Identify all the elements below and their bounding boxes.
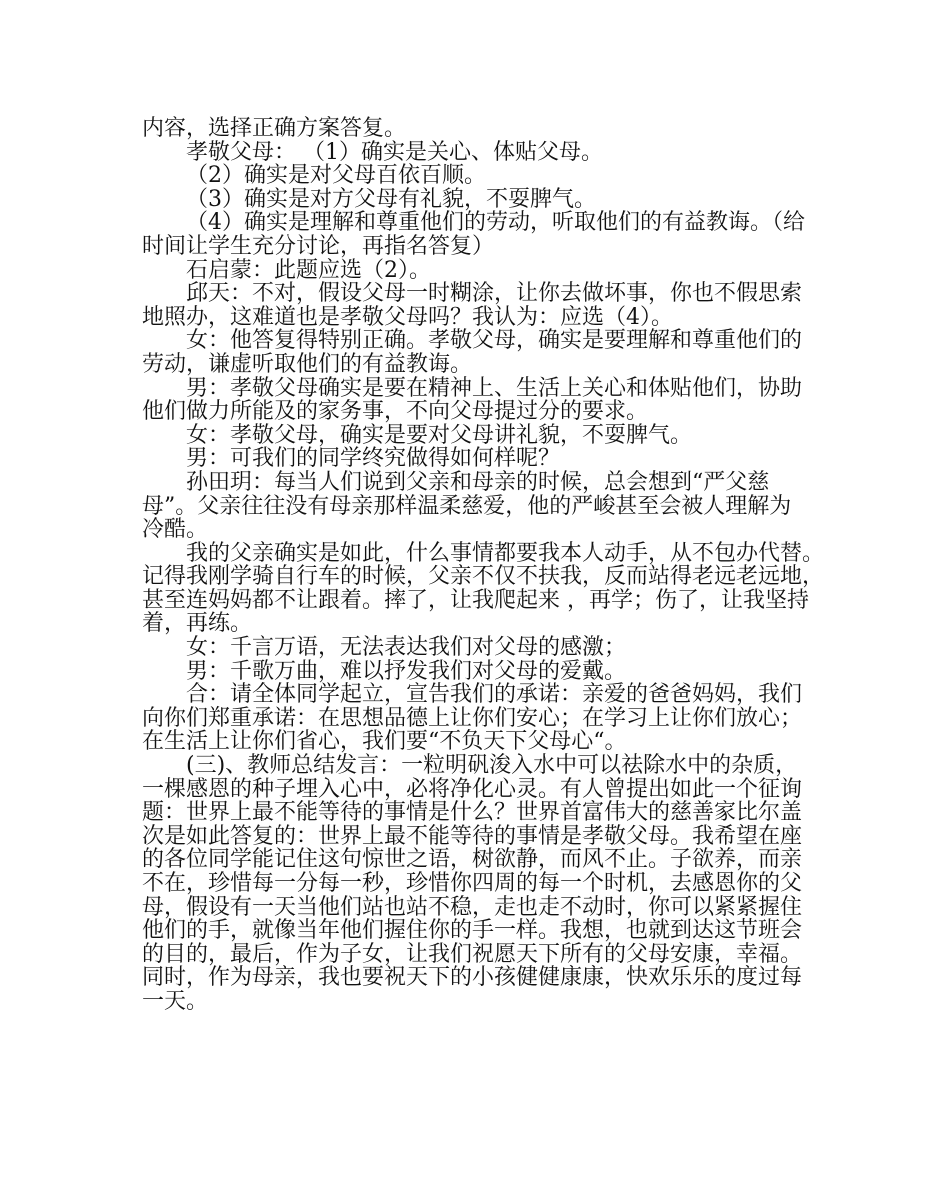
text-line: 女：他答复得特别正确。孝敬父母，确实是要理解和尊重他们的 [186, 328, 803, 354]
document-body [142, 116, 825, 1014]
text-line: （3）确实是对方父母有礼貌，不耍脾气。 [186, 186, 596, 212]
text-line: 邱天：不对，假设父母一时糊涂，让你去做坏事，你也不假思索 [186, 281, 803, 307]
text-line: （4）确实是理解和尊重他们的劳动，听取他们的有益教诲。（给 [186, 210, 805, 236]
text-line: 着，再练。 [142, 611, 253, 637]
text-line: 合：请全体同学起立，宣告我们的承诺：亲爱的爸爸妈妈，我们 [186, 682, 803, 708]
text-line: 我的父亲确实是如此，什么事情都要我本人动手，从不包办代替。 [186, 540, 825, 566]
text-line: (三)、教师总结发言：一粒明矾浚入水中可以祛除水中的杂质， [186, 753, 798, 779]
text-line: 冷酷。 [142, 517, 209, 543]
text-line: 男：孝敬父母确实是要在精神上、生活上关心和体贴他们，协助 [186, 375, 803, 401]
text-line: 母”。父亲往往没有母亲那样温柔慈爱，他的严峻甚至会被人理解为 [142, 493, 792, 519]
text-line: 同时，作为母亲，我也要祝天下的小孩健健康康，快欢乐乐的度过每 [142, 965, 803, 991]
text-line: 母，假设有一天当他们站也站不稳，走也走不动时，你可以紧紧握住 [142, 894, 803, 920]
text-line: 不在，珍惜每一分每一秒，珍惜你四周的每一个时机，去感恩你的父 [142, 871, 803, 896]
text-line: 记得我刚学骑自行车的时候，父亲不仅不扶我，反而站得老远老远地， [142, 564, 825, 590]
text-line: 孙田玥：每当人们说到父亲和母亲的时候，总会想到“严父慈 [186, 469, 770, 495]
text-line: 他们做力所能及的家务事，不向父母提过分的要求。 [142, 399, 649, 425]
text-line: 次是如此答复的：世界上最不能等待的事情是孝敬父母。我希望在座 [142, 823, 803, 849]
text-line: 他们的手，就像当年他们握住你的手一样。我想，也就到达这节班会 [142, 918, 803, 944]
text-line: 女：孝敬父母，确实是要对父母讲礼貌，不耍脾气。 [186, 422, 693, 448]
text-line: 的目的，最后，作为子女，让我们祝愿天下所有的父母安康，幸福。 [142, 941, 803, 967]
text-line: 男：千歌万曲，难以抒发我们对父母的爱戴。 [186, 658, 627, 684]
text-line: 在生活上让你们省心，我们要“不负天下父母心“。 [142, 729, 627, 755]
text-line: 石启蒙：此题应选（2）。 [186, 257, 431, 283]
text-line: 孝敬父母： （1）确实是关心、体贴父母。 [186, 139, 603, 165]
text-line: 一棵感恩的种子埋入心中，必将净化心灵。有人曾提出如此一个征询 [142, 776, 803, 802]
text-line: 甚至连妈妈都不让跟着。摔了，让我爬起来 ，再学；伤了，让我坚持 [142, 587, 809, 613]
text-line: 男：可我们的同学终究做得如何样呢？ [186, 446, 561, 472]
text-line: 一天。 [142, 988, 209, 1014]
text-line: 劳动，谦虚听取他们的有益教诲。 [142, 351, 473, 377]
text-line: （2）确实是对父母百依百顺。 [186, 163, 486, 189]
text-line: 向你们郑重承诺：在思想品德上让你们安心；在学习上让你们放心； [142, 705, 803, 731]
text-line: 的各位同学能记住这句惊世之语，树欲静，而风不止。子欲养，而亲 [142, 847, 803, 873]
text-line: 地照办，这难道也是孝敬父母吗？我认为：应选（4）。 [142, 304, 673, 330]
text-line: 内容，选择正确方案答复。 [142, 116, 407, 141]
text-line: 题：世界上最不能等待的事情是什么？世界首富伟大的慈善家比尔盖 [142, 800, 803, 826]
text-line: 女：千言万语，无法表达我们对父母的感激； [186, 635, 627, 661]
text-line: 时间让学生充分讨论，再指名答复） [142, 233, 495, 259]
